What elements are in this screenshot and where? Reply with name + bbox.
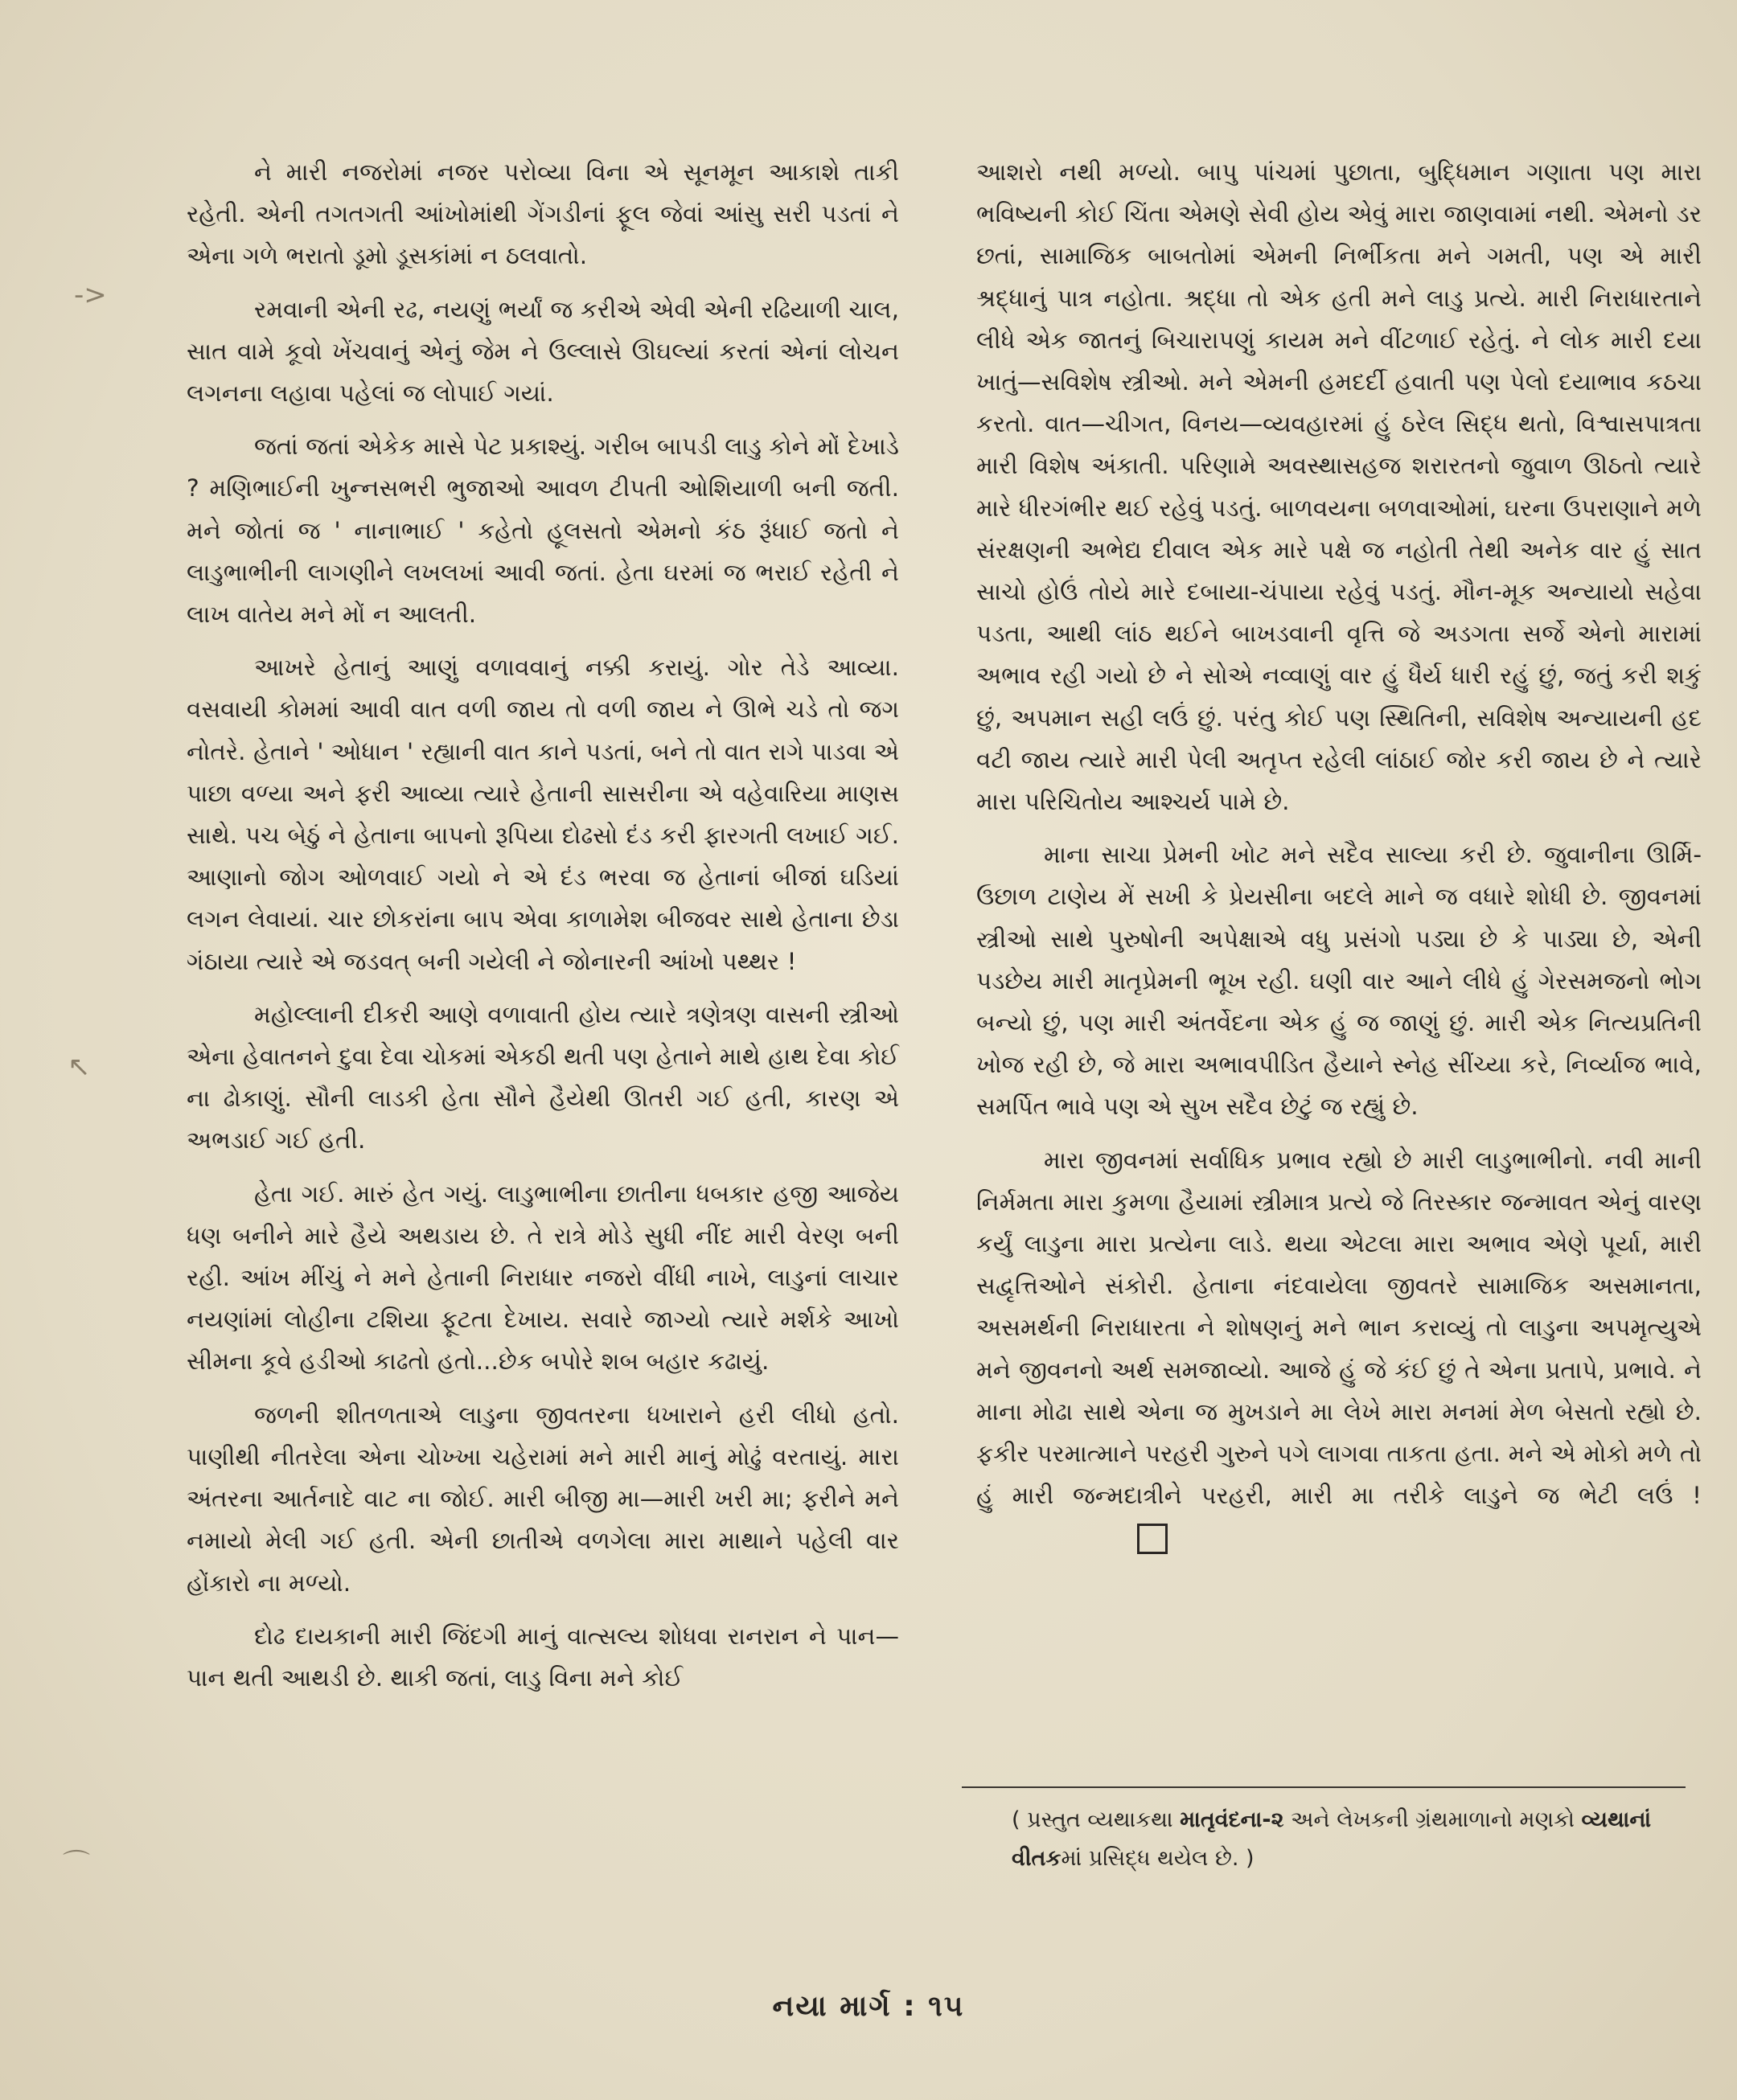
paragraph: જતાં જતાં એકેક માસે પેટ પ્રકાશ્યું. ગરીબ બાપડી લાડુ કોને મોં દેખાડે ? મણિભાઈની ખુન્નસભરી ભુજાઓ આવળ ટીપતી ઓશિયાળી બની જતી. મને જોતાં જ ' નાનાભાઈ ' કહેતો હૂલસતો એમનો કંઠ રૂંધાઈ જતો ને લાડુભાભીની લાગણીને લખલખાં આવી જતાં. હેતા ઘરમાં જ ભરાઈ રહેતી ને લાખ વાતેય મને મોં ન આલતી. bbox=[187, 433, 899, 629]
footnote-middle: અને લેખકની ગ્રંથમાળાનો મણકો bbox=[1283, 1807, 1582, 1832]
page-mark: -> bbox=[74, 279, 107, 311]
end-of-article-mark bbox=[1137, 1524, 1168, 1554]
paragraph-text: મારા જીવનમાં સર્વાધિક પ્રભાવ રહ્યો છે મારી લાડુભાભીનો. નવી માની નિર્મમતા મારા કુમળા હૈયામાં સ્ત્રીમાત્ર પ્રત્યે જે તિરસ્કાર જન્માવત એનું વારણ કર્યું લાડુના મારા પ્રત્યેના લાડે. થયા એટલા મારા અભાવ એણે પૂર્યા, મારી સદ્વૃત્તિઓને સંકોરી. હેતાના નંદવાયેલા જીવતરે સામાજિક અસમાનતા, અસમર્થની નિરાધારતા ને શોષણનું મને ભાન કરાવ્યું તો લાડુના અપમૃત્યુએ મને જીવનનો અર્થ સમજાવ્યો. આજે હું જે કંઈ છું તે એના પ્રતાપે, પ્રભાવે. ને માના મોઢા સાથે એના જ મુખડાને મા લેખે મારા મનમાં મેળ બેસતો રહ્યો છે. ફકીર પરમાત્માને પરહરી ગુરુને પગે લાગવા તાકતા હતા. મને એ મોકો મળે તો હું મારી જન્મદાત્રીને પરહરી, મારી મા તરીકે લાડુને જ ભેટી લઉં ! bbox=[976, 1146, 1702, 1510]
footnote bbox=[1012, 1801, 1687, 1878]
right-column bbox=[976, 151, 1702, 1559]
paragraph: રમવાની એની રઢ, નયણું ભર્યાં જ કરીએ એવી એની રઢિયાળી ચાલ, સાત વામે કૂવો ખેંચવાનું એનું જેમ ને ઉલ્લાસે ઊઘલ્યાં કરતાં એનાં લોચન લગનના લહાવા પહેલાં જ લોપાઈ ગયાં. bbox=[187, 295, 899, 408]
paragraph: દોઢ દાયકાની મારી જિંદગી માનું વાત્સલ્ય શોધવા રાનરાન ને પાન—પાન થતી આથડી છે. થાકી જતાં, લાડુ વિના મને કોઈ bbox=[187, 1622, 899, 1692]
paragraph bbox=[976, 1139, 1702, 1559]
paragraph: માના સાચા પ્રેમની ખોટ મને સદૈવ સાલ્યા કરી છે. જુવાનીના ઊર્મિ-ઉછાળ ટાણેય મેં સખી કે પ્રેયસીના બદલે માને જ વધારે શોધી છે. જીવનમાં સ્ત્રીઓ સાથે પુરુષોની અપેક્ષાએ વધુ પ્રસંગો પડ્યા છે કે પાડ્યા છે, એની પડછેય મારી માતૃપ્રેમની ભૂખ રહી. ઘણી વાર આને લીધે હું ગેરસમજનો ભોગ બન્યો છું, પણ મારી અંતર્વેદના એક હું જ જાણું છું. મારી એક નિત્યપ્રતિની ખોજ રહી છે, જે મારા અભાવપીડિત હૈયાને સ્નેહ સીંચ્યા કરે, નિર્વ્યાજ ભાવે, સમર્પિત ભાવે પણ એ સુખ સદૈવ છેટું જ રહ્યું છે. bbox=[976, 841, 1702, 1121]
paragraph: મહોલ્લાની દીકરી આણે વળાવાતી હોય ત્યારે ત્રણેત્રણ વાસની સ્ત્રીઓ એના હેવાતનને દુવા દેવા ચોકમાં એકઠી થતી પણ હેતાને માથે હાથ દેવા કોઈ ના ઢોકાણું. સૌની લાડકી હેતા સૌને હૈયેથી ઊતરી ગઈ હતી, કારણ એ અભડાઈ ગઈ હતી. bbox=[187, 1000, 899, 1155]
paragraph: જળની શીતળતાએ લાડુના જીવતરના ધખારાને હરી લીધો હતો. પાણીથી નીતરેલા એના ચોખ્ખા ચહેરામાં મને મારી માનું મોઢું વરતાયું. મારા અંતરના આર્તનાદે વાટ ના જોઈ. મારી બીજી મા—મારી ખરી મા; ફરીને મને નમાયો મેલી ગઈ હતી. એની છાતીએ વળગેલા મારા માથાને પહેલી વાર હોંકારો ના મળ્યો. bbox=[187, 1401, 899, 1597]
page-mark: ↖ bbox=[68, 1051, 91, 1083]
footnote-book-title: માતૃવંદના-૨ bbox=[1180, 1807, 1284, 1832]
footnote-series-title: વ્યથાનાં વીતક bbox=[1012, 1807, 1652, 1871]
paragraph: હેતા ગઈ. મારું હેત ગયું. લાડુભાભીના છાતીના ધબકાર હજી આજેય ધણ બનીને મારે હૈયે અથડાય છે. તે રાત્રે મોડે સુધી નીંદ મારી વેરણ બની રહી. આંખ મીંચું ને મને હેતાની નિરાધાર નજરો વીંધી નાખે, લાડુનાં લાચાર નયણાંમાં લોહીના ટશિયા ફૂટતા દેખાય. સવારે જાગ્યો ત્યારે મર્શકે આખો સીમના કૂવે હડીઓ કાઢતો હતો...છેક બપોરે શબ બહાર કઢાયું. bbox=[187, 1179, 899, 1376]
footnote-divider bbox=[962, 1786, 1686, 1788]
page-mark: ⌒ bbox=[63, 1848, 90, 1881]
page-footer: નયા માર્ગ : ૧૫ bbox=[772, 1990, 965, 2023]
paragraph: આખરે હેતાનું આણું વળાવવાનું નક્કી કરાયું. ગોર તેડે આવ્યા. વસવાયી કોમમાં આવી વાત વળી જાય તો વળી જાય ને ઊભે ચડે તો જગ નોતરે. હેતાને ' ઓધાન ' રહ્યાની વાત કાને પડતાં, બને તો વાત રાગે પાડવા એ પાછા વળ્યા અને ફરી આવ્યા ત્યારે હેતાની સાસરીના એ વહેવારિયા માણસ સાથે. પચ બેઠું ને હેતાના બાપનો રૂપિયા દોઢસો દંડ કરી ફારગતી લખાઈ ગઈ. આણાનો જોગ ઓળવાઈ ગયો ને એ દંડ ભરવા જ હેતાનાં બીજાં ઘડિયાં લગન લેવાયાં. ચાર છોકરાંના બાપ એવા કાળામેશ બીજવર સાથે હેતાના છેડા ગંઠાયા ત્યારે એ જડવત્ બની ગયેલી ને જોનારની આંખો પથ્થર ! bbox=[187, 654, 899, 975]
footnote-prefix: ( પ્રસ્તુત વ્યથાકથા bbox=[1012, 1807, 1181, 1832]
footnote-suffix: માં પ્રસિદ્ધ થયેલ છે. ) bbox=[1061, 1846, 1254, 1871]
paragraph: આશરો નથી મળ્યો. બાપુ પાંચમાં પુછાતા, બુદ્ધિમાન ગણાતા પણ મારા ભવિષ્યની કોઈ ચિંતા એમણે સેવી હોય એવું મારા જાણવામાં નથી. એમનો ડર છતાં, સામાજિક બાબતોમાં એમની નિર્ભીકતા મને ગમતી, પણ એ મારી શ્રદ્ધાનું પાત્ર નહોતા. શ્રદ્ધા તો એક હતી મને લાડુ પ્રત્યે. મારી નિરાધારતાને લીધે એક જાતનું બિચારાપણું કાયમ મને વીંટળાઈ રહેતું. ને લોક મારી દયા ખાતું—સવિશેષ સ્ત્રીઓ. મને એમની હમદર્દી હવાતી પણ પેલો દયાભાવ કઠચા કરતો. વાત—ચીગત, વિનય—વ્યવહારમાં હું ઠરેલ સિદ્ધ થતો, વિશ્વાસપાત્રતા મારી વિશેષ અંકાતી. પરિણામે અવસ્થાસહજ શરારતનો જુવાળ ઊઠતો ત્યારે મારે ધીરગંભીર થઈ રહેવું પડતું. બાળવયના બળવાઓમાં, ઘરના ઉપરાણાને મળે સંરક્ષણની અભેદ્ય દીવાલ એક મારે પક્ષે જ નહોતી તેથી અનેક વાર હું સાત સાચો હોઉં તોયે મારે દબાયા-ચંપાયા રહેવું પડતું. મૌન-મૂક અન્યાયો સહેવા પડતા, આથી લાંઠ થઈને બાખડવાની વૃત્તિ જે અડગતા સર્જે એનો મારામાં અભાવ રહી ગયો છે ને સોએ નવ્વાણું વાર હું ધૈર્ય ધારી રહું છું, જતું કરી શકું છું, અપમાન સહી લઉં છું. પરંતુ કોઈ પણ સ્થિતિની, સવિશેષ અન્યાયની હદ વટી જાય ત્યારે મારી પેલી અતૃપ્ત રહેલી લાંઠાઈ જોર કરી જાય છે ને ત્યારે મારા પરિચિતોય આશ્ચર્ય પામે છે. bbox=[976, 158, 1702, 816]
left-column bbox=[187, 151, 899, 1699]
paragraph: ને મારી નજરોમાં નજર પરોવ્યા વિના એ સૂનમૂન આકાશે તાકી રહેતી. એની તગતગતી આંખોમાંથી ગેંગડીનાં ફૂલ જેવાં આંસુ સરી પડતાં ને એના ગળે ભરાતો ડૂમો ડૂસકાંમાં ન ઠલવાતો. bbox=[187, 158, 899, 270]
